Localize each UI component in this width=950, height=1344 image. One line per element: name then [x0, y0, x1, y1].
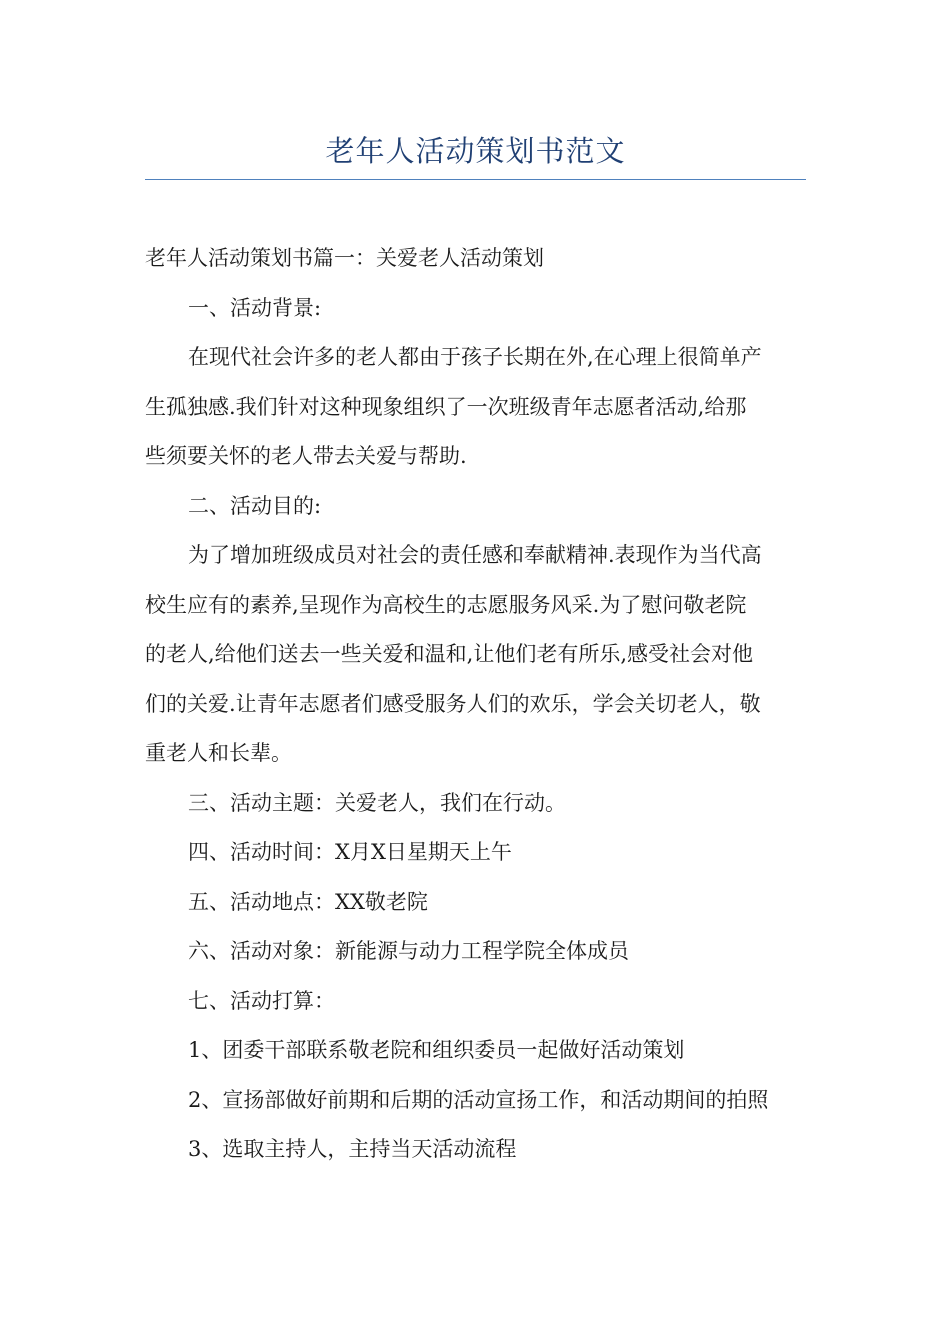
paragraph-line: 的老人,给他们送去一些关爱和温和,让他们老有所乐,感受社会对他 [145, 642, 754, 666]
paragraph-line: 生孤独感.我们针对这种现象组织了一次班级青年志愿者活动,给那 [145, 394, 747, 419]
plan-step: 3、选取主持人，主持当天活动流程 [188, 1137, 517, 1161]
paragraph-line: 校生应有的素养,呈现作为高校生的志愿服务风采.为了慰问敬老院 [145, 592, 747, 617]
paragraph-line: 重老人和长辈。 [145, 741, 292, 765]
document-title: 老年人活动策划书范文 [325, 134, 626, 168]
paragraph-line: 些须要关怀的老人带去关爱与帮助. [145, 444, 467, 468]
item-plan: 七、活动打算： [188, 988, 335, 1013]
subheading-purpose: 二、活动目的: [188, 493, 322, 518]
paragraph-line: 在现代社会许多的老人都由于孩子长期在外,在心理上很简单产 [188, 345, 762, 369]
item-time: 四、活动时间：X月X日星期天上午 [188, 840, 512, 864]
item-theme: 三、活动主题：关爱老人，我们在行动。 [188, 790, 566, 815]
item-audience: 六、活动对象：新能源与动力工程学院全体成员 [188, 939, 629, 963]
plan-step: 2、宣扬部做好前期和后期的活动宣扬工作，和活动期间的拍照 [188, 1087, 769, 1112]
paragraph-line: 为了增加班级成员对社会的责任感和奉献精神.表现作为当代高 [188, 543, 762, 567]
plan-step: 1、团委干部联系敬老院和组织委员一起做好活动策划 [188, 1038, 685, 1062]
item-location: 五、活动地点：XX敬老院 [188, 889, 428, 914]
section-heading: 老年人活动策划书篇一：关爱老人活动策划 [145, 246, 544, 270]
title-underline [145, 179, 806, 180]
subheading-background: 一、活动背景: [188, 295, 322, 320]
paragraph-line: 们的关爱.让青年志愿者们感受服务人们的欢乐，学会关切老人，敬 [145, 691, 761, 716]
document-body [145, 234, 806, 1175]
